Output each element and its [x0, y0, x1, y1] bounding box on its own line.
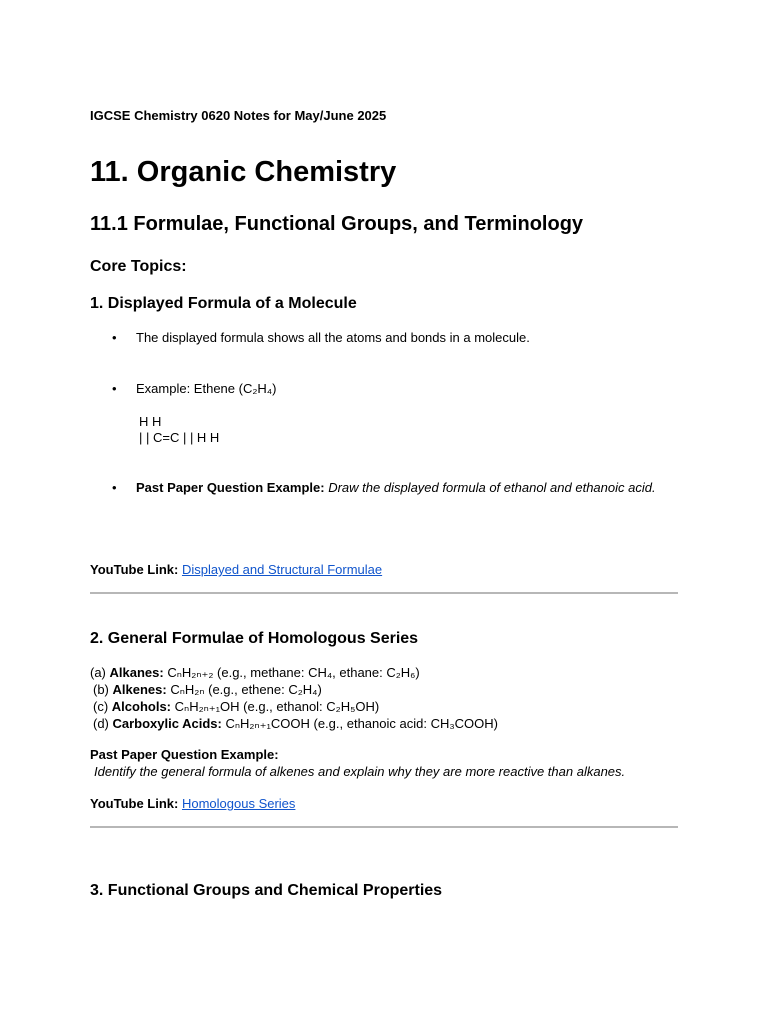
topic3-heading: 3. Functional Groups and Chemical Properties [90, 882, 443, 899]
homologous-item-alkanes [90, 665, 420, 681]
page-title: 11. Organic Chemistry [90, 156, 397, 188]
core-topics-label: Core Topics: [90, 258, 187, 275]
homologous-item-carboxylic-acids [93, 716, 498, 732]
item-formula: CₙH₂ₙ₊₁COOH (e.g., ethanoic acid: CH₃COOH) [221, 716, 498, 731]
bullet-text: Example: Ethene (C₂H₄) [136, 381, 277, 396]
past-paper-text: Identify the general formula of alkenes and explain why they are more reactive than alkanes. [94, 764, 626, 779]
item-name: Alkanes: [109, 665, 164, 680]
topic1-heading: 1. Displayed Formula of a Molecule [90, 295, 357, 312]
bullet-dot: • [112, 381, 117, 396]
item-formula: CₙH₂ₙ (e.g., ethene: C₂H₄) [166, 682, 322, 697]
homologous-item-alkenes [93, 682, 322, 698]
past-paper-text: Draw the displayed formula of ethanol and ethanoic acid. [328, 480, 656, 495]
bullet-text: The displayed formula shows all the atoms and bonds in a molecule. [136, 330, 530, 345]
past-paper-label: Past Paper Question Example: [90, 747, 279, 762]
item-prefix: (b) [93, 682, 113, 697]
section-title: 11.1 Formulae, Functional Groups, and Terminology [90, 213, 584, 235]
homologous-item-alcohols [93, 699, 379, 715]
item-prefix: (d) [93, 716, 113, 731]
bullet-dot: • [112, 330, 117, 345]
ethene-formula-line-2: | | C=C | | H H [139, 430, 220, 445]
item-formula: CₙH₂ₙ₊₂ (e.g., methane: CH₄, ethane: C₂H₆) [163, 665, 420, 680]
youtube-label: YouTube Link: [90, 796, 179, 811]
horizontal-rule [90, 826, 678, 828]
youtube-link-row-1 [90, 562, 382, 577]
horizontal-rule [90, 592, 678, 594]
item-name: Carboxylic Acids: [112, 716, 222, 731]
youtube-label: YouTube Link: [90, 562, 179, 577]
item-name: Alkenes: [112, 682, 167, 697]
item-formula: CₙH₂ₙ₊₁OH (e.g., ethanol: C₂H₅OH) [171, 699, 380, 714]
document-header: IGCSE Chemistry 0620 Notes for May/June 2025 [90, 108, 387, 123]
youtube-link-homologous-series[interactable]: Homologous Series [181, 796, 296, 811]
ethene-formula-line-1: H H [139, 414, 162, 429]
item-name: Alcohols: [111, 699, 172, 714]
past-paper-label: Past Paper Question Example: [136, 480, 325, 495]
youtube-link-row-2 [90, 796, 295, 811]
item-prefix: (c) [93, 699, 112, 714]
topic2-heading: 2. General Formulae of Homologous Series [90, 630, 419, 647]
item-prefix: (a) [90, 665, 110, 680]
bullet-dot: • [112, 480, 117, 495]
youtube-link-displayed-formulae[interactable]: Displayed and Structural Formulae [181, 562, 383, 577]
past-paper-question [136, 480, 666, 496]
